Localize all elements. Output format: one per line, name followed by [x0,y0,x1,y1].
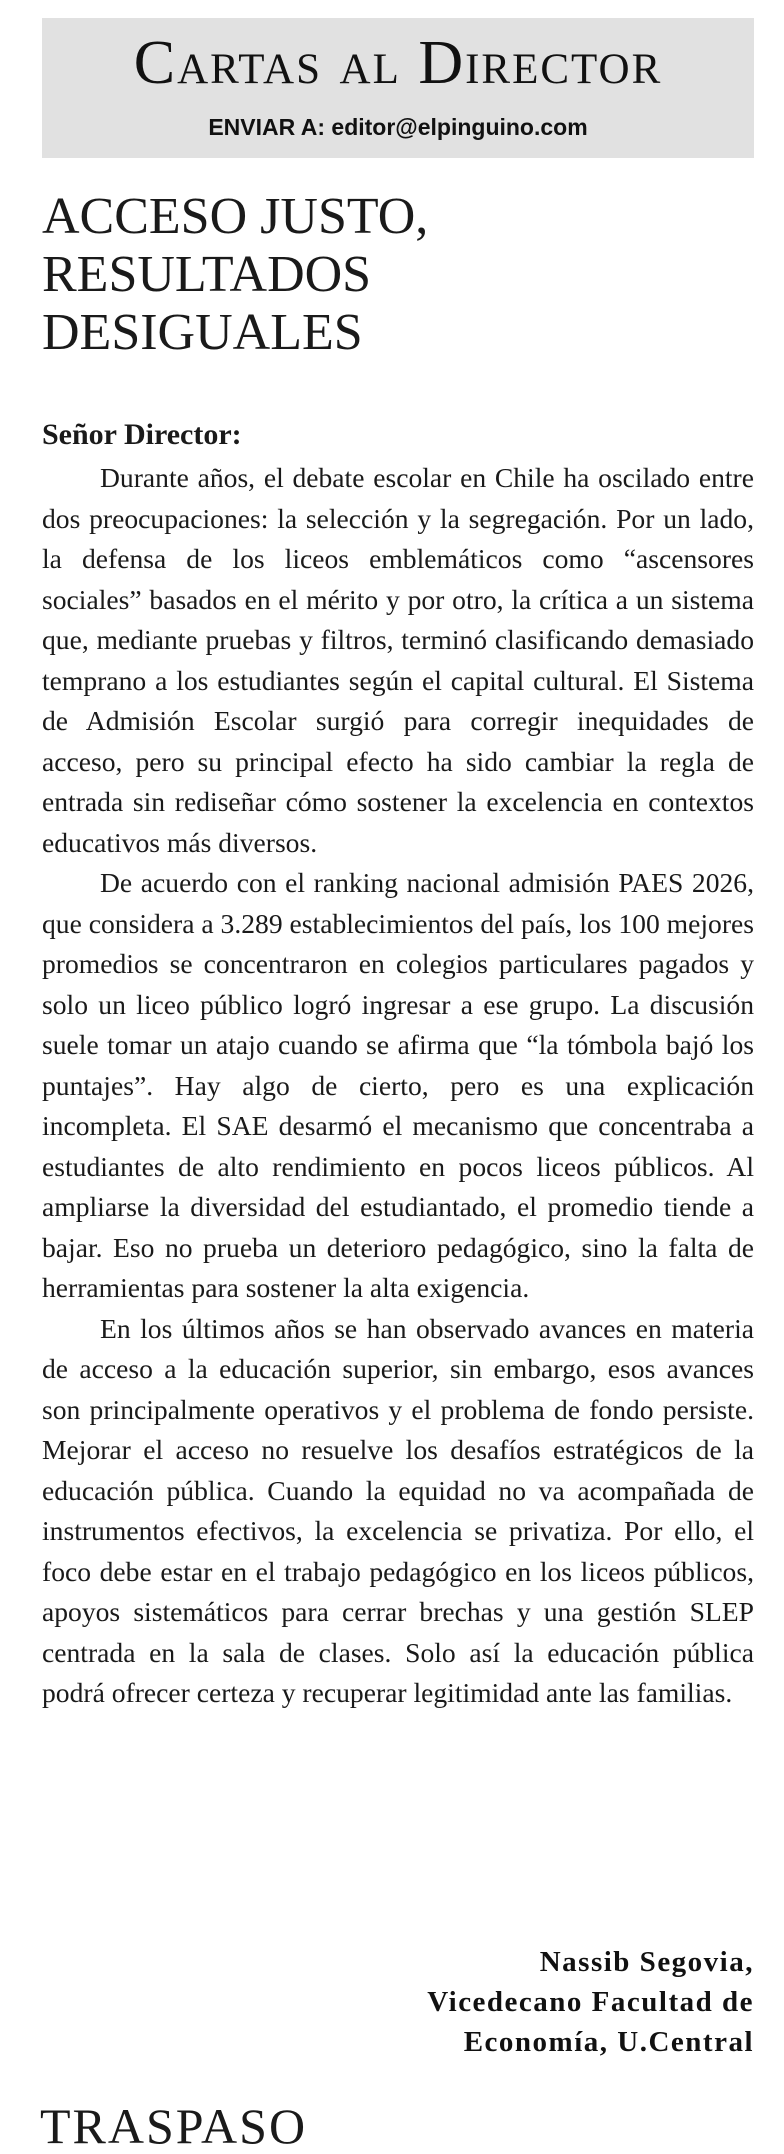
body-paragraph-1: Durante años, el debate escolar en Chile ha oscilado entre dos preocupaciones: la selección y la segregación. Por un lado, la defensa de los liceos emblemáticos como “ascensores sociales” basados en el mérito y por otro, la crítica a un sistema que, mediante pruebas y filtros, terminó clasificando demasiado temprano a los estudiantes según el capital cultural. El Sistema de Admisión Escolar surgió para corregir inequidades de acceso, pero su principal efecto ha sido cambiar la regla de entrada sin rediseñar cómo sostener la excelencia en contextos educativos más diversos. [42,462,754,858]
signature-institution: Economía, U.Central [463,2026,754,2058]
signature-block [427,1942,754,2062]
headline-line-2: RESULTADOS [42,246,372,303]
headline-line-3: DESIGUALES [42,304,363,361]
letter-body [42,458,754,1714]
signature-role: Vicedecano Facultad de [427,1986,754,2018]
contact-email-line: ENVIAR A: editor@elpinguino.com [208,114,588,140]
section-title: Cartas al Director [133,29,663,97]
letter-headline [42,188,754,362]
body-paragraph-2: De acuerdo con el ranking nacional admisión PAES 2026, que considera a 3.289 establecimientos del país, los 100 mejores promedios se concentraron en colegios particulares pagados y solo un liceo público logró ingresar a ese grupo. La discusión suele tomar un atajo cuando se afirma que “la tómbola bajó los puntajes”. Hay algo de cierto, pero es una explicación incompleta. El SAE desarmó el mecanismo que concentraba a estudiantes de alto rendimiento en pocos liceos públicos. Al ampliarse la diversidad del estudiantado, el promedio tiende a bajar. Eso no prueba un deterioro pedagógico, sino la falta de herramientas para sostener la alta exigencia. [42,867,754,1303]
signature-name: Nassib Segovia, [539,1946,754,1978]
next-letter-headline: TRASPASO [40,2098,308,2154]
salutation: Señor Director: [42,418,242,451]
headline-line-1: ACCESO JUSTO, [42,188,429,245]
body-paragraph-3: En los últimos años se han observado avances en materia de acceso a la educación superior, sin embargo, esos avances son principalmente operativos y el problema de fondo persiste. Mejorar el acceso no resuelve los desafíos estratégicos de la educación pública. Cuando la equidad no va acompañada de instrumentos efectivos, la excelencia se privatiza. Por ello, el foco debe estar en el trabajo pedagógico en los liceos públicos, apoyos sistemáticos para cerrar brechas y una gestión SLEP centrada en la sala de clases. Solo así la educación pública podrá ofrecer certeza y recuperar legitimidad ante las familias. [42,1312,754,1708]
